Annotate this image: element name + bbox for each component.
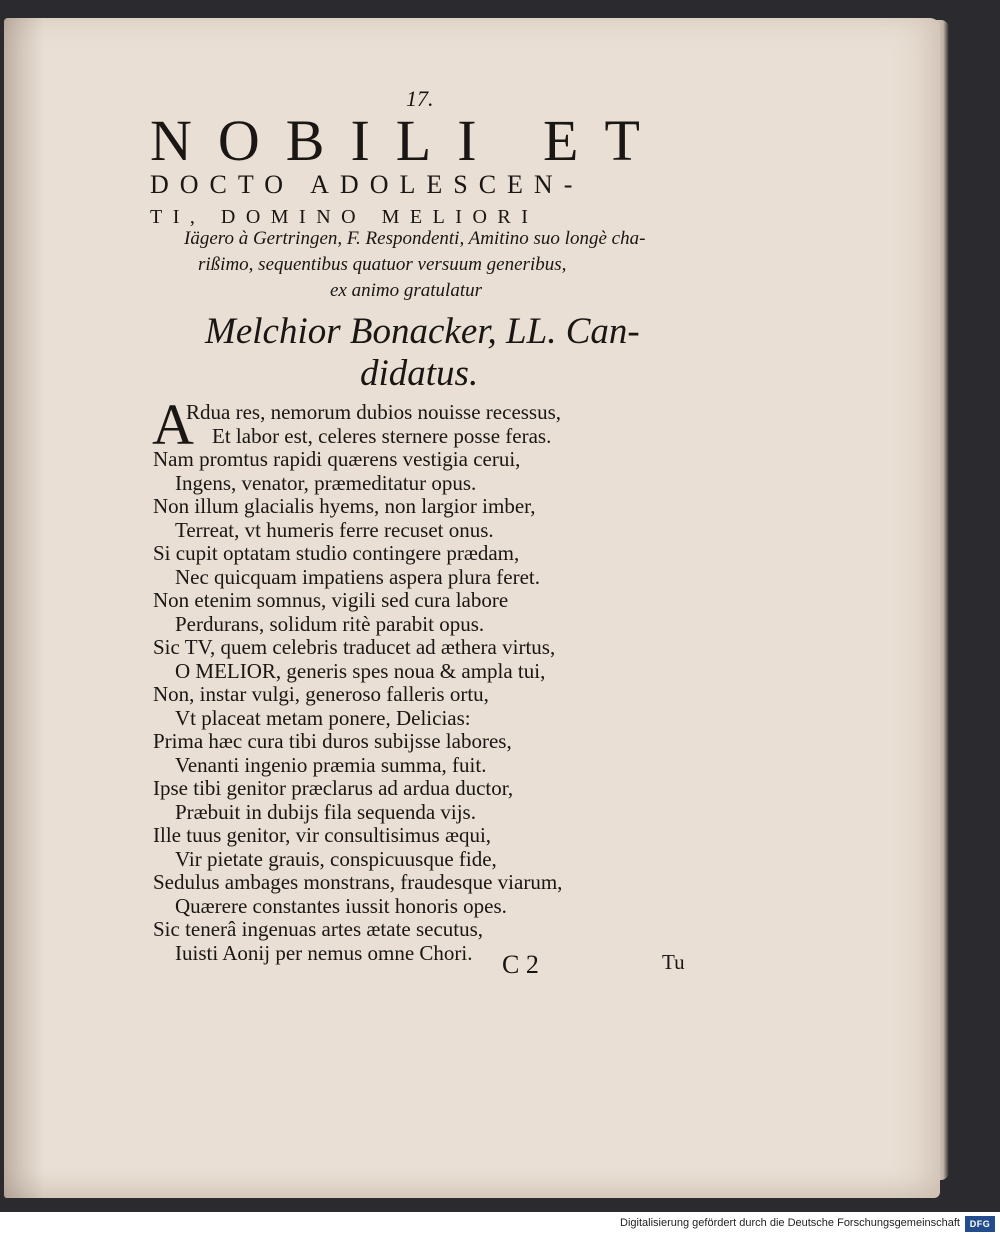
- title-main: NOBILI ET: [150, 108, 666, 173]
- verse-line: Ille tuus genitor, vir consultisimus æqui,: [153, 823, 492, 847]
- verse-line: Rdua res, nemorum dubios nouisse recessus,: [186, 400, 562, 424]
- verse-line: Vir pietate grauis, conspicuusque fide,: [175, 847, 497, 871]
- verse-line: Nec quicquam impatiens aspera plura feret.: [175, 565, 541, 589]
- verse-line: Non illum glacialis hyems, non largior imber,: [153, 494, 536, 518]
- title-subtitle-line-2: TI, DOMINO MELIORI: [150, 206, 539, 228]
- verse-line: Si cupit optatam studio contingere prædam,: [153, 541, 520, 565]
- verse-line: Vt placeat metam ponere, Delicias:: [175, 706, 471, 730]
- verse-line: O MELIOR, generis spes noua & ampla tui,: [175, 659, 546, 683]
- title-subtitle-line-1: DOCTO ADOLESCEN-: [150, 170, 584, 199]
- dedication-line-2: rißimo, sequentibus quatuor versuum generibus,: [198, 254, 567, 275]
- verse-line: Prima hæc cura tibi duros subijsse labores,: [153, 729, 512, 753]
- author-line-2: didatus.: [360, 353, 479, 394]
- author-line-1: Melchior Bonacker, LL. Can-: [205, 311, 640, 352]
- page-gutter-shadow: [4, 18, 44, 1198]
- dedication-line-3: ex animo gratulatur: [330, 280, 482, 301]
- verse-line: Iuisti Aonij per nemus omne Chori.: [175, 941, 473, 965]
- verse-line: Terreat, vt humeris ferre recuset onus.: [175, 518, 494, 542]
- dedication-line-1: Iägero à Gertringen, F. Respondenti, Amitino suo longè cha-: [184, 228, 646, 249]
- verse-line: Ipse tibi genitor præclarus ad ardua ductor,: [153, 776, 514, 800]
- verse-line: Perdurans, solidum ritè parabit opus.: [175, 612, 485, 636]
- verse-line: Nam promtus rapidi quærens vestigia cerui,: [153, 447, 521, 471]
- verse-line: Sic TV, quem celebris traducet ad æthera virtus,: [153, 635, 556, 659]
- drop-cap: A: [152, 392, 194, 457]
- verse-line: Venanti ingenio præmia summa, fuit.: [175, 753, 487, 777]
- verse-line: Non, instar vulgi, generoso falleris ortu,: [153, 682, 489, 706]
- verse-line: Non etenim somnus, vigili sed cura labore: [153, 588, 509, 612]
- signature-mark: C 2: [502, 950, 539, 979]
- verse-line: Præbuit in dubijs fila sequenda vijs.: [175, 800, 476, 824]
- catchword: Tu: [662, 950, 685, 974]
- verse-line: Sedulus ambages monstrans, fraudesque viarum,: [153, 870, 563, 894]
- verse-line: Et labor est, celeres sternere posse feras.: [212, 424, 552, 448]
- verse-line: Ingens, venator, præmeditatur opus.: [175, 471, 477, 495]
- dfg-logo: DFG: [965, 1216, 995, 1232]
- verse-line: Sic tenerâ ingenuas artes ætate secutus,: [153, 917, 484, 941]
- page-number: 17.: [406, 86, 434, 111]
- verse-line: Quærere constantes iussit honoris opes.: [175, 894, 507, 918]
- funding-credit: Digitalisierung gefördert durch die Deutsche Forschungsgemeinschaft: [620, 1217, 960, 1229]
